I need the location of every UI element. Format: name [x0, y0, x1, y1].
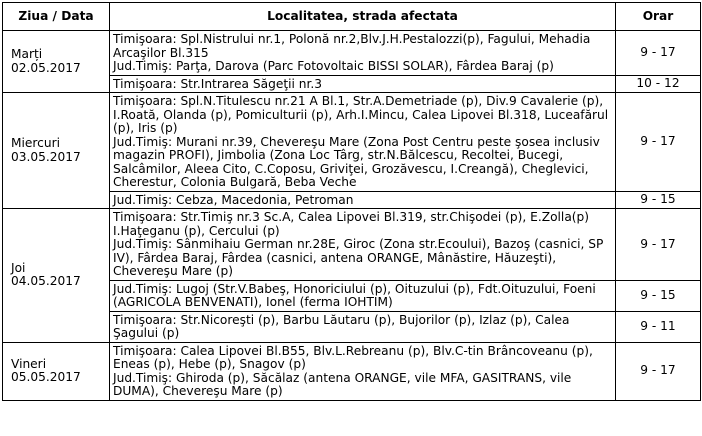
day-cell [3, 31, 110, 93]
location-cell [110, 75, 616, 93]
location-cell [110, 191, 616, 209]
location-cell [110, 209, 616, 281]
location-line: Timişoara: Str.Nicoreşti (p), Barbu Lăutaru (p), Bujorilor (p), Izlaz (p), Calea Şagului (p) [113, 312, 570, 340]
location-line: Timişoara: Spl.N.Titulescu nr.21 A Bl.1, Str.A.Demetriade (p), Div.9 Cavalerie (p), I.Roată, Olanda (p), Pomiculturii (p), Arh.I.Mincu, Calea Lipovei Bl.318, Luceafărul (p), Iris (p) [113, 94, 609, 135]
location-cell [110, 342, 616, 400]
day-date: 05.05.2017 [11, 370, 81, 384]
hours-cell: 9 - 15 [616, 280, 701, 311]
location-line: Jud.Timiş: Lugoj (Str.V.Babeş, Honoriciului (p), Oituzului (p), Fdt.Oituzului, Foeni (AGRICOLA BENVENATI), Ionel (ferma IOHTIM) [113, 281, 596, 309]
hours-cell: 9 - 15 [616, 191, 701, 209]
header-hours: Orar [616, 3, 701, 31]
day-name: Joi [11, 260, 26, 275]
hours-cell: 10 - 12 [616, 75, 701, 93]
location-line: Timişoara: Str.Intrarea Săgeţii nr.3 [113, 76, 322, 91]
location-cell [110, 280, 616, 311]
location-line: magazin PROFI), Jimbolia (Zona Loc Târg, str.N.Bălcescu, Recoltei, Bucegi, Salcâmilor, Aleea Cito, C.Coposu, Griviţei, Grozăvescu, I.Creangă), Cheglevici, Cherestur, Colonia Bulgară, Beba Veche [113, 148, 589, 189]
table-row [3, 342, 701, 400]
hours-cell: 9 - 17 [616, 342, 701, 400]
day-cell [3, 209, 110, 343]
outage-schedule-table [2, 2, 701, 401]
table-row [3, 209, 701, 281]
table-row [3, 93, 701, 192]
day-name: Marți [11, 47, 43, 61]
location-cell [110, 31, 616, 76]
location-cell [110, 93, 616, 192]
header-day: Ziua / Data [3, 3, 110, 31]
day-cell [3, 93, 110, 209]
location-line: Jud.Timiş: Parţa, Darova (Parc Fotovoltaic BISSI SOLAR), Fârdea Baraj (p) [113, 59, 554, 73]
location-line: Timişoara: Calea Lipovei Bl.B55, Blv.L.Rebreanu (p), Blv.C-tin Brâncoveanu (p), Eneas (p), Hebe (p), Snagov (p) [113, 343, 593, 371]
table-row [3, 31, 701, 76]
day-date: 03.05.2017 [11, 149, 81, 164]
location-line: Timişoara: Str.Timiş nr.3 Sc.A, Calea Lipovei Bl.319, str.Chişodei (p), E.Zolla(p) I.Haţeganu (p), Cercului (p) [113, 210, 590, 238]
location-line: Jud.Timiş: Murani nr.39, Chevereşu Mare (Zona Post Centru peste şosea inclusiv [113, 134, 600, 149]
day-date: 04.05.2017 [11, 274, 81, 289]
day-cell [3, 342, 110, 400]
header-row [3, 3, 701, 31]
location-line: Jud.Timiş: Sânmihaiu German nr.28E, Giroc (Zona str.Ecoului), Bazoş (casnici, SP IV), Fârdea Baraj, Fârdea (casnici, antena ORANGE, Mânăstire, Hăuzeşti), Chevereşu Mare (p) [113, 237, 604, 278]
hours-cell: 9 - 11 [616, 311, 701, 342]
hours-cell: 9 - 17 [616, 209, 701, 281]
hours-cell: 9 - 17 [616, 31, 701, 76]
location-line: Jud.Timiş: Cebza, Macedonia, Petroman [113, 192, 354, 207]
location-line: Timişoara: Spl.Nistrului nr.1, Polonă nr.2,Blv.J.H.Pestalozzi(p), Fagului, Mehadia Arcaşilor Bl.315 [113, 32, 591, 60]
day-name: Vineri [11, 356, 47, 371]
location-line: Jud.Timiş: Ghiroda (p), Săcălaz (antena ORANGE, vile MFA, GASITRANS, vile DUMA), Chevereşu Mare (p) [113, 370, 572, 398]
location-cell [110, 311, 616, 342]
hours-cell: 9 - 17 [616, 93, 701, 192]
day-name: Miercuri [11, 136, 60, 150]
day-date: 02.05.2017 [11, 60, 81, 75]
header-location: Localitatea, strada afectata [110, 3, 616, 31]
